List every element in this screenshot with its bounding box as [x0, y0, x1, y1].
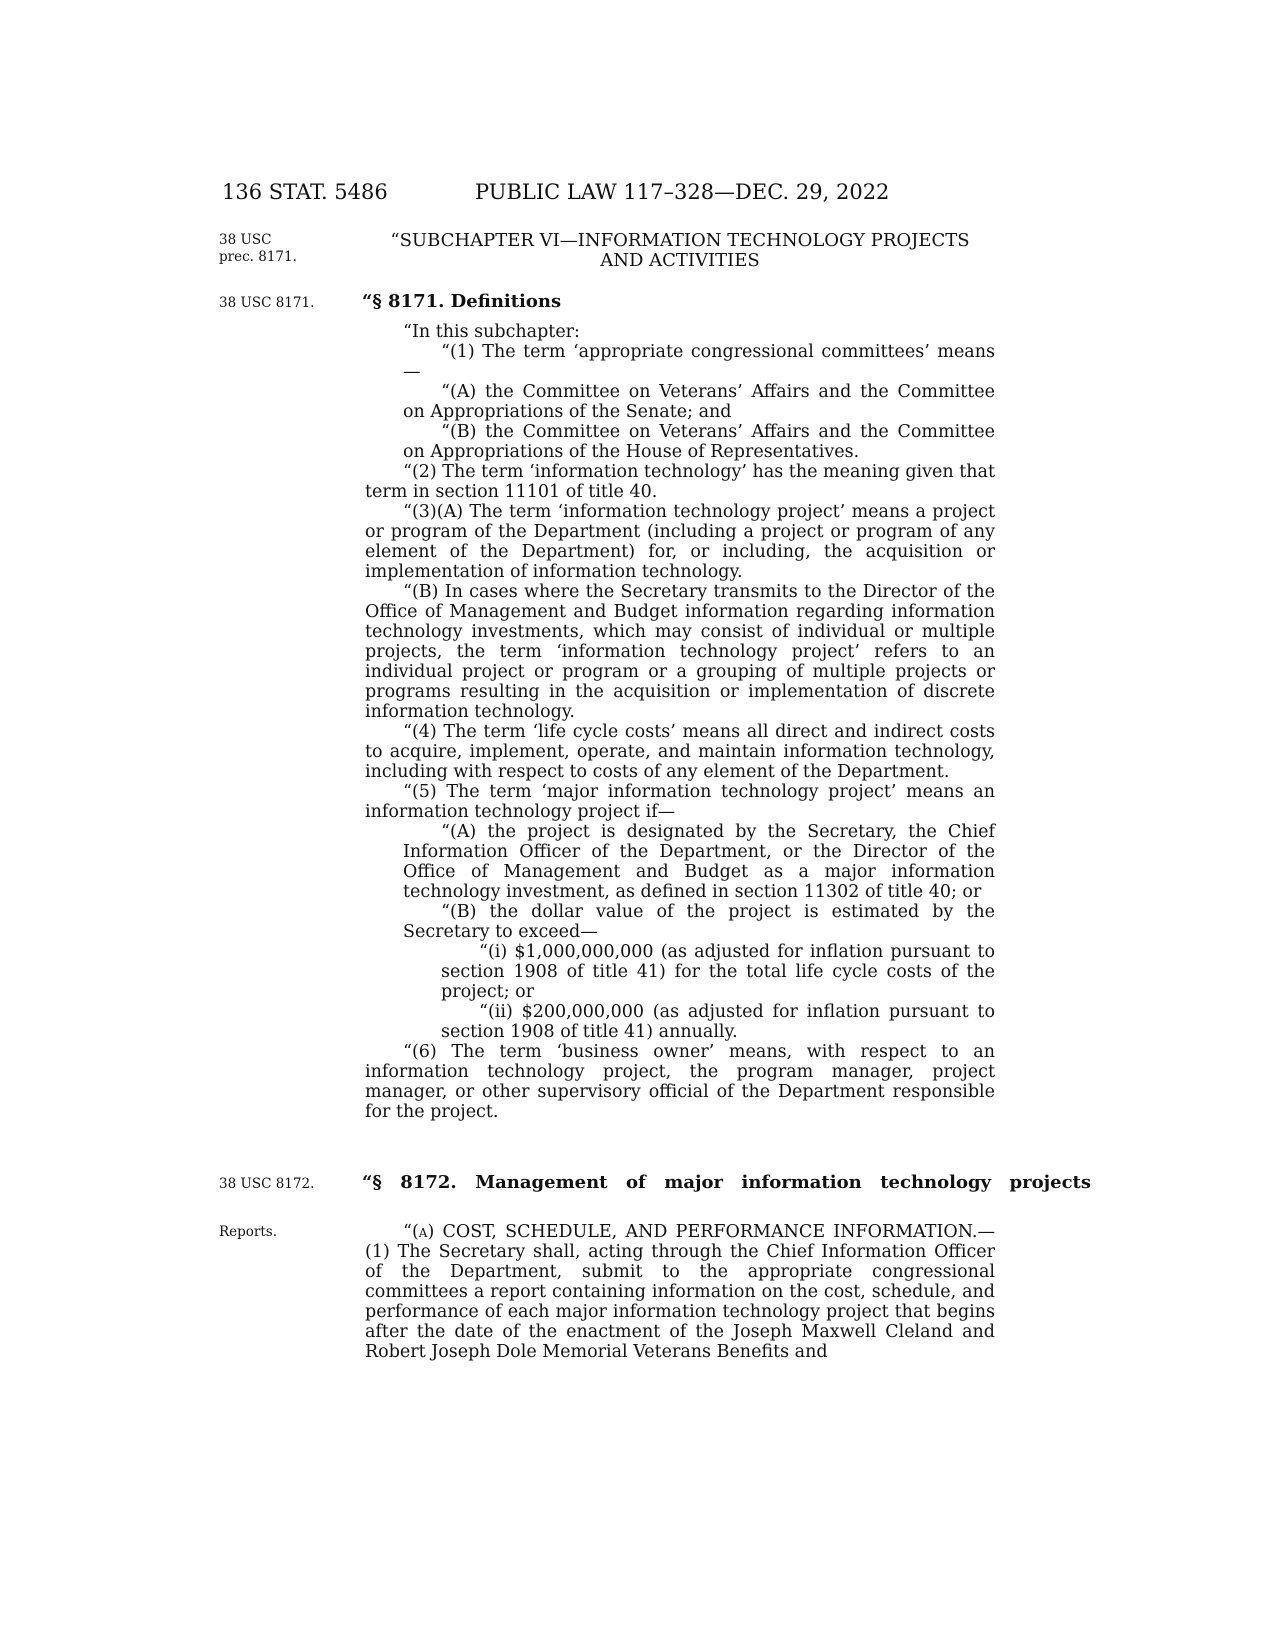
section-8172-heading: “§ 8172. Management of major information technology projects: [362, 1172, 1091, 1193]
definition-6: “(6) The term ‘business owner’ means, with respect to an information technology project, the program manager, project manager, or other supervisory official of the Department responsible for the project.: [365, 1042, 995, 1122]
subchapter-line: “SUBCHAPTER VI—INFORMATION TECHNOLOGY PROJECTS: [390, 230, 970, 251]
subsection-a-heading: “(a) COST, SCHEDULE, AND PERFORMANCE INFORMATION.—: [403, 1222, 995, 1242]
subchapter-heading: [365, 231, 995, 271]
page-stat: 136 STAT. 5486: [222, 180, 388, 204]
intro-paragraph: “In this subchapter:: [403, 322, 580, 342]
section-8172-body: [365, 1222, 995, 1362]
definition-3B: “(B) In cases where the Secretary transmits to the Director of the Office of Management and Budget information regarding information technology investments, which may consist of individual or multiple projects, the term ‘information technology project’ refers to an individual project or program or a grouping of multiple projects or programs resulting in the acquisition or implementation of discrete information technology.: [365, 582, 995, 722]
definition-5B: “(B) the dollar value of the project is estimated by the Secretary to exceed—: [403, 902, 995, 942]
definition-3A: “(3)(A) The term ‘information technology project’ means a project or program of the Department (including a project or program of any element of the Department) for, or including, the acquisition or implementation of information technology.: [365, 502, 995, 582]
subsection-a-text: (1) The Secretary shall, acting through the Chief Information Officer of the Department, submit to the appropriate congressional committees a report containing information on the cost, schedule, and performance of each major information technology project that begins after the date of the enactment of the Joseph Maxwell Cleland and Robert Joseph Dole Memorial Veterans Benefits and: [365, 1242, 995, 1362]
margin-note-line: prec. 8171.: [219, 249, 297, 265]
margin-note-reports: Reports.: [219, 1224, 278, 1240]
definition-1A: “(A) the Committee on Veterans’ Affairs and the Committee on Appropriations of the Senate; and: [403, 382, 995, 422]
margin-note-line: 38 USC: [219, 232, 272, 248]
definition-4: “(4) The term ‘life cycle costs’ means all direct and indirect costs to acquire, implement, operate, and maintain information technology, including with respect to costs of any element of the Department.: [365, 722, 995, 782]
subchapter-line: AND ACTIVITIES: [600, 250, 760, 271]
definition-5B-ii: “(ii) $200,000,000 (as adjusted for inflation pursuant to section 1908 of title 41) annually.: [441, 1002, 995, 1042]
page-title: PUBLIC LAW 117–328—DEC. 29, 2022: [475, 180, 890, 204]
definition-5: “(5) The term ‘major information technology project’ means an information technology project if—: [365, 782, 995, 822]
definition-5A: “(A) the project is designated by the Secretary, the Chief Information Officer of the Department, or the Director of the Office of Management and Budget as a major information technology investment, as defined in section 11302 of title 40; or: [403, 822, 995, 902]
margin-note-prec-8171: [219, 232, 297, 266]
margin-note-8171: 38 USC 8171.: [219, 295, 315, 311]
definition-5B-i: “(i) $1,000,000,000 (as adjusted for inflation pursuant to section 1908 of title 41) for the total life cycle costs of the project; or: [441, 942, 995, 1002]
margin-note-8172: 38 USC 8172.: [219, 1176, 315, 1192]
definition-1: “(1) The term ‘appropriate congressional committees’ means—: [403, 342, 995, 382]
definition-1B: “(B) the Committee on Veterans’ Affairs and the Committee on Appropriations of the House of Representatives.: [403, 422, 995, 462]
definition-2: “(2) The term ‘information technology’ has the meaning given that term in section 11101 of title 40.: [365, 462, 995, 502]
section-8171-heading: “§ 8171. Definitions: [362, 291, 562, 312]
section-8171-body: [365, 322, 995, 1122]
subsection-a: [365, 1222, 995, 1362]
